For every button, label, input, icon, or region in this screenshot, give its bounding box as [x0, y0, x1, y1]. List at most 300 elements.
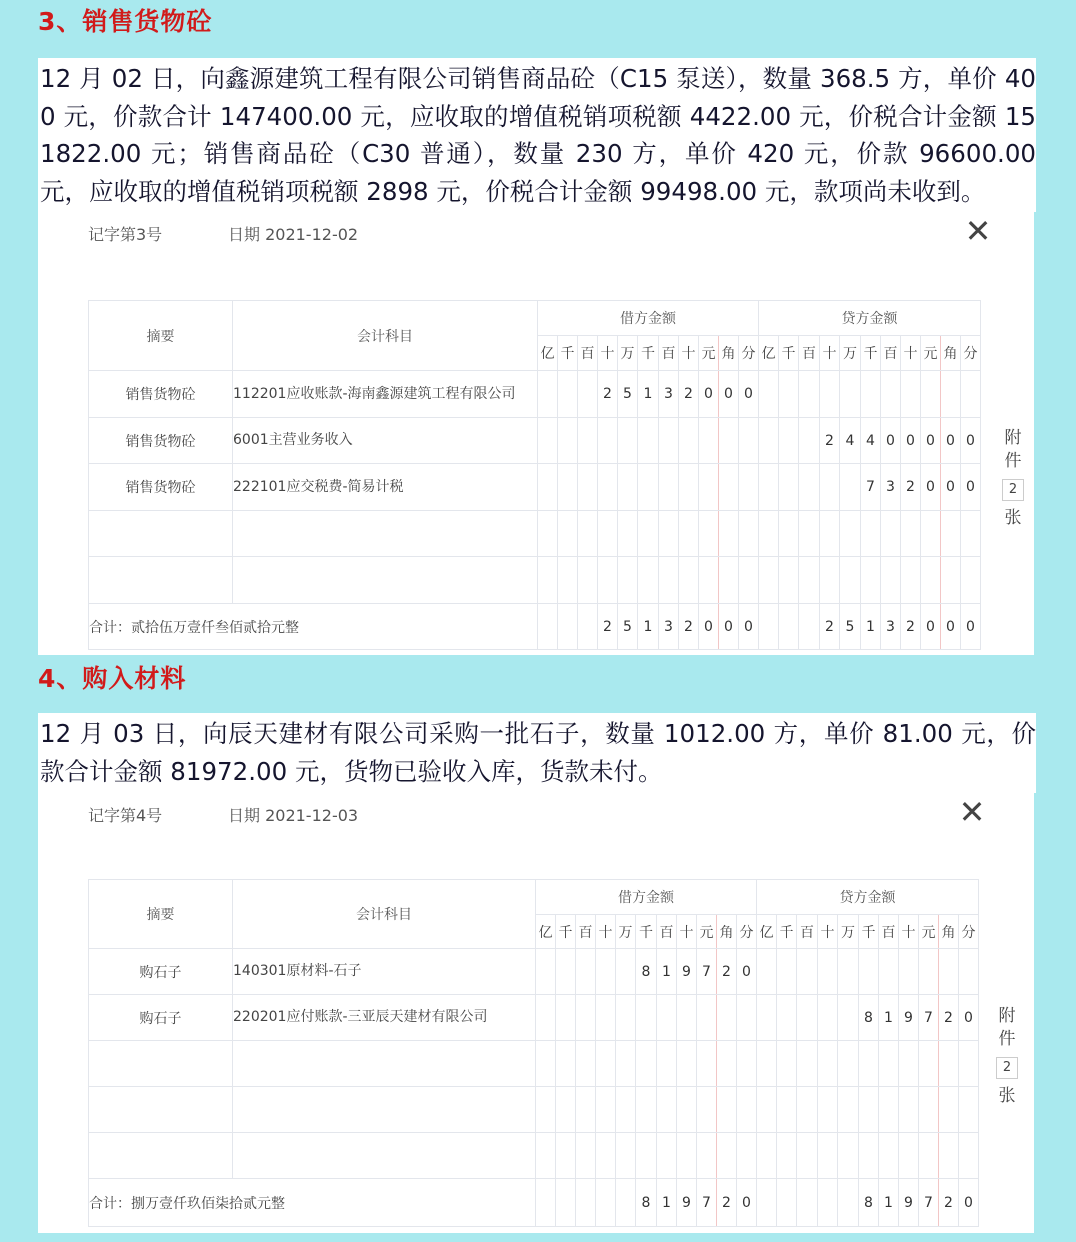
total-credit-digit: 2 — [820, 604, 840, 650]
debit-digit-cell[interactable] — [699, 511, 719, 557]
credit-digit-cell[interactable] — [899, 949, 919, 995]
voucher-number: 记字第3号 — [88, 225, 163, 244]
debit-digit-cell[interactable]: 2 — [717, 949, 737, 995]
digit-unit-label: 百 — [797, 915, 818, 949]
credit-digit-cell[interactable] — [901, 511, 921, 557]
debit-digit-cell[interactable] — [717, 1133, 737, 1179]
debit-digit-cell[interactable] — [556, 1041, 576, 1087]
debit-digit-cell[interactable] — [596, 995, 616, 1041]
debit-digit-cell[interactable] — [677, 995, 697, 1041]
debit-digit-cell[interactable] — [697, 1041, 717, 1087]
debit-digit-cell[interactable] — [719, 418, 739, 464]
summary-cell[interactable] — [89, 1087, 233, 1133]
credit-digit-cell[interactable] — [881, 371, 901, 418]
debit-digit-cell[interactable] — [739, 511, 759, 557]
digit-unit-label: 分 — [737, 915, 757, 949]
debit-digit-cell[interactable] — [536, 1041, 556, 1087]
debit-digit-cell[interactable] — [657, 1041, 677, 1087]
debit-digit-cell[interactable] — [616, 1041, 636, 1087]
debit-digit-cell[interactable] — [538, 464, 558, 511]
credit-digit-cell[interactable] — [879, 1133, 899, 1179]
credit-digit-cell[interactable]: 0 — [961, 418, 981, 464]
credit-digit-cell[interactable] — [757, 1041, 777, 1087]
table-row[interactable] — [89, 1133, 979, 1179]
credit-digit-cell[interactable] — [759, 371, 779, 418]
credit-digit-cell[interactable] — [797, 995, 818, 1041]
credit-digit-cell[interactable] — [919, 1133, 939, 1179]
credit-digit-cell[interactable] — [941, 511, 961, 557]
debit-digit-cell[interactable] — [576, 1133, 596, 1179]
credit-digit-cell[interactable] — [959, 949, 979, 995]
debit-digit-cell[interactable] — [558, 557, 578, 604]
digit-unit-label: 千 — [779, 336, 799, 371]
debit-digit-cell[interactable] — [558, 511, 578, 557]
debit-digit-cell[interactable] — [598, 418, 618, 464]
debit-digit-cell[interactable] — [679, 511, 699, 557]
debit-digit-cell[interactable] — [717, 1087, 737, 1133]
debit-digit-cell[interactable] — [739, 418, 759, 464]
credit-digit-cell[interactable] — [818, 995, 838, 1041]
credit-digit-cell[interactable] — [939, 1087, 959, 1133]
attachment-label: 附 — [1004, 428, 1022, 448]
debit-digit-cell[interactable] — [576, 949, 596, 995]
voucher-number: 记字第4号 — [88, 806, 163, 825]
debit-digit-cell[interactable]: 8 — [636, 949, 657, 995]
debit-digit-cell[interactable] — [659, 418, 679, 464]
credit-digit-cell[interactable] — [759, 511, 779, 557]
digit-unit-label: 千 — [638, 336, 659, 371]
total-debit-digit: 9 — [677, 1179, 697, 1227]
debit-digit-cell[interactable] — [556, 995, 576, 1041]
credit-digit-cell[interactable] — [799, 418, 820, 464]
credit-digit-cell[interactable] — [921, 511, 941, 557]
table-row[interactable] — [89, 949, 979, 995]
debit-digit-cell[interactable] — [737, 1133, 757, 1179]
credit-digit-cell[interactable]: 7 — [861, 464, 881, 511]
credit-digit-cell[interactable] — [941, 371, 961, 418]
attachment-count — [1000, 427, 1026, 530]
debit-digit-cell[interactable] — [618, 418, 638, 464]
total-debit-digit: 0 — [737, 1179, 757, 1227]
credit-digit-cell[interactable] — [939, 949, 959, 995]
credit-digit-cell[interactable] — [779, 418, 799, 464]
credit-digit-cell[interactable] — [799, 464, 820, 511]
credit-digit-cell[interactable] — [919, 949, 939, 995]
credit-digit-cell[interactable] — [861, 371, 881, 418]
credit-digit-cell[interactable] — [879, 1087, 899, 1133]
digit-unit-label: 角 — [719, 336, 739, 371]
debit-digit-cell[interactable] — [657, 1133, 677, 1179]
debit-digit-cell[interactable] — [717, 1041, 737, 1087]
credit-digit-cell[interactable] — [820, 371, 840, 418]
debit-digit-cell[interactable] — [596, 1087, 616, 1133]
debit-digit-cell[interactable]: 1 — [657, 949, 677, 995]
account-cell[interactable] — [233, 1133, 536, 1179]
account-cell[interactable] — [233, 511, 538, 557]
digit-unit-label: 百 — [576, 915, 596, 949]
debit-digit-cell[interactable] — [638, 511, 659, 557]
credit-digit-cell[interactable] — [759, 418, 779, 464]
table-row[interactable] — [89, 371, 981, 418]
credit-digit-cell[interactable] — [779, 464, 799, 511]
debit-digit-cell[interactable] — [638, 418, 659, 464]
summary-cell[interactable]: 购石子 — [89, 995, 233, 1041]
close-icon[interactable]: ✕ — [958, 793, 986, 831]
credit-digit-cell[interactable]: 0 — [941, 464, 961, 511]
debit-digit-cell[interactable] — [578, 418, 598, 464]
total-debit-digit — [576, 1179, 596, 1227]
credit-digit-cell[interactable] — [759, 464, 779, 511]
credit-digit-cell[interactable]: 0 — [881, 418, 901, 464]
debit-digit-cell[interactable] — [598, 464, 618, 511]
summary-cell[interactable]: 购石子 — [89, 949, 233, 995]
total-debit-digit: 1 — [657, 1179, 677, 1227]
attachment-label: 附 — [998, 1006, 1016, 1026]
debit-digit-cell[interactable] — [596, 949, 616, 995]
credit-digit-cell[interactable] — [759, 557, 779, 604]
account-cell[interactable]: 220201应付账款-三亚辰天建材有限公司 — [233, 995, 536, 1041]
total-debit-digit: 2 — [679, 604, 699, 650]
debit-digit-cell[interactable] — [699, 557, 719, 604]
debit-digit-cell[interactable]: 2 — [679, 371, 699, 418]
debit-digit-cell[interactable]: 3 — [659, 371, 679, 418]
credit-digit-cell[interactable] — [777, 1087, 797, 1133]
credit-digit-cell[interactable] — [899, 1133, 919, 1179]
section-heading: 4、购入材料 — [38, 664, 187, 693]
attachment-count-input[interactable]: 2 — [996, 1057, 1018, 1079]
credit-digit-cell[interactable] — [959, 1133, 979, 1179]
debit-digit-cell[interactable] — [737, 1087, 757, 1133]
credit-digit-cell[interactable] — [820, 511, 840, 557]
credit-digit-cell[interactable]: 1 — [879, 995, 899, 1041]
debit-digit-cell[interactable] — [536, 995, 556, 1041]
table-row[interactable] — [89, 995, 979, 1041]
credit-digit-cell[interactable]: 2 — [901, 464, 921, 511]
debit-digit-cell[interactable] — [636, 1041, 657, 1087]
credit-digit-cell[interactable] — [919, 1041, 939, 1087]
total-label: 合计：贰拾伍万壹仟叁佰贰拾元整 — [89, 604, 538, 650]
debit-digit-cell[interactable] — [638, 464, 659, 511]
digit-unit-label: 十 — [818, 915, 838, 949]
debit-digit-cell[interactable] — [558, 418, 578, 464]
debit-digit-cell[interactable] — [659, 557, 679, 604]
summary-cell[interactable] — [89, 1041, 233, 1087]
credit-digit-cell[interactable] — [757, 1133, 777, 1179]
credit-digit-cell[interactable] — [838, 1087, 859, 1133]
credit-digit-cell[interactable] — [777, 949, 797, 995]
debit-digit-cell[interactable] — [737, 995, 757, 1041]
credit-digit-cell[interactable] — [859, 1133, 879, 1179]
credit-digit-cell[interactable] — [959, 1087, 979, 1133]
credit-digit-cell[interactable] — [820, 557, 840, 604]
credit-digit-cell[interactable] — [840, 464, 861, 511]
credit-digit-cell[interactable]: 9 — [899, 995, 919, 1041]
debit-digit-cell[interactable] — [697, 1133, 717, 1179]
credit-digit-cell[interactable]: 0 — [921, 464, 941, 511]
summary-cell[interactable]: 销售货物砼 — [89, 371, 233, 418]
digit-unit-label: 元 — [919, 915, 939, 949]
debit-digit-cell[interactable]: 2 — [598, 371, 618, 418]
credit-digit-cell[interactable] — [901, 557, 921, 604]
credit-digit-cell[interactable] — [797, 1087, 818, 1133]
credit-digit-cell[interactable] — [919, 1087, 939, 1133]
debit-digit-cell[interactable] — [576, 1087, 596, 1133]
credit-digit-cell[interactable] — [921, 371, 941, 418]
table-row[interactable] — [89, 1087, 979, 1133]
credit-digit-cell[interactable] — [799, 371, 820, 418]
debit-digit-cell[interactable] — [598, 511, 618, 557]
credit-digit-cell[interactable] — [939, 1133, 959, 1179]
debit-digit-cell[interactable] — [616, 1133, 636, 1179]
credit-digit-cell[interactable]: 0 — [941, 418, 961, 464]
debit-digit-cell[interactable] — [699, 464, 719, 511]
debit-digit-cell[interactable] — [699, 418, 719, 464]
credit-digit-cell[interactable] — [838, 1133, 859, 1179]
debit-digit-cell[interactable] — [719, 464, 739, 511]
debit-digit-cell[interactable] — [556, 1087, 576, 1133]
debit-digit-cell[interactable] — [598, 557, 618, 604]
credit-digit-cell[interactable] — [861, 511, 881, 557]
account-cell[interactable]: 140301原材料-石子 — [233, 949, 536, 995]
credit-digit-cell[interactable] — [939, 1041, 959, 1087]
total-credit-digit: 1 — [861, 604, 881, 650]
debit-digit-cell[interactable] — [717, 995, 737, 1041]
debit-digit-cell[interactable] — [558, 464, 578, 511]
credit-digit-cell[interactable] — [818, 1087, 838, 1133]
debit-digit-cell[interactable] — [616, 1087, 636, 1133]
debit-digit-cell[interactable] — [558, 371, 578, 418]
debit-digit-cell[interactable]: 0 — [719, 371, 739, 418]
credit-digit-cell[interactable] — [861, 557, 881, 604]
attachment-label: 件 — [998, 1029, 1016, 1049]
debit-digit-cell[interactable] — [578, 557, 598, 604]
debit-digit-cell[interactable] — [556, 1133, 576, 1179]
close-icon[interactable]: ✕ — [964, 212, 992, 250]
credit-digit-cell[interactable] — [818, 949, 838, 995]
credit-digit-cell[interactable] — [859, 1041, 879, 1087]
account-cell[interactable] — [233, 1041, 536, 1087]
credit-digit-cell[interactable] — [757, 995, 777, 1041]
total-credit-digit — [799, 604, 820, 650]
debit-digit-cell[interactable] — [596, 1041, 616, 1087]
debit-digit-cell[interactable] — [618, 464, 638, 511]
credit-digit-cell[interactable] — [879, 949, 899, 995]
debit-digit-cell[interactable]: 0 — [699, 371, 719, 418]
debit-digit-cell[interactable] — [638, 557, 659, 604]
digit-unit-label: 千 — [859, 915, 879, 949]
debit-digit-cell[interactable] — [618, 511, 638, 557]
credit-digit-cell[interactable] — [799, 557, 820, 604]
credit-digit-cell[interactable] — [777, 995, 797, 1041]
table-row[interactable] — [89, 1041, 979, 1087]
digit-unit-label: 千 — [556, 915, 576, 949]
credit-digit-cell[interactable]: 3 — [881, 464, 901, 511]
credit-digit-cell[interactable] — [840, 557, 861, 604]
digit-unit-label: 百 — [879, 915, 899, 949]
debit-digit-cell[interactable]: 0 — [739, 371, 759, 418]
debit-digit-cell[interactable]: 9 — [677, 949, 697, 995]
summary-cell[interactable]: 销售货物砼 — [89, 464, 233, 511]
credit-digit-cell[interactable] — [959, 1041, 979, 1087]
total-debit-digit: 3 — [659, 604, 679, 650]
credit-digit-cell[interactable] — [779, 371, 799, 418]
debit-digit-cell[interactable] — [636, 1087, 657, 1133]
debit-digit-cell[interactable] — [677, 1041, 697, 1087]
debit-digit-cell[interactable]: 1 — [638, 371, 659, 418]
debit-digit-cell[interactable] — [636, 1133, 657, 1179]
summary-cell[interactable] — [89, 557, 233, 604]
debit-digit-cell[interactable] — [538, 511, 558, 557]
debit-digit-cell[interactable] — [657, 1087, 677, 1133]
credit-digit-cell[interactable] — [779, 557, 799, 604]
debit-digit-cell[interactable] — [596, 1133, 616, 1179]
credit-digit-cell[interactable]: 7 — [919, 995, 939, 1041]
total-credit-digit — [779, 604, 799, 650]
debit-digit-cell[interactable] — [536, 949, 556, 995]
credit-digit-cell[interactable]: 0 — [921, 418, 941, 464]
credit-digit-cell[interactable] — [797, 949, 818, 995]
credit-digit-cell[interactable] — [838, 949, 859, 995]
summary-cell[interactable]: 销售货物砼 — [89, 418, 233, 464]
account-cell[interactable] — [233, 557, 538, 604]
debit-digit-cell[interactable] — [677, 1087, 697, 1133]
digit-unit-label: 百 — [659, 336, 679, 371]
debit-digit-cell[interactable] — [578, 371, 598, 418]
credit-digit-cell[interactable] — [838, 995, 859, 1041]
credit-digit-cell[interactable]: 4 — [840, 418, 861, 464]
credit-digit-cell[interactable] — [840, 511, 861, 557]
debit-digit-cell[interactable] — [737, 1041, 757, 1087]
account-cell[interactable] — [233, 1087, 536, 1133]
credit-digit-cell[interactable]: 8 — [859, 995, 879, 1041]
debit-digit-cell[interactable] — [618, 557, 638, 604]
header-row — [89, 880, 979, 915]
account-cell[interactable]: 6001主营业务收入 — [233, 418, 538, 464]
credit-digit-cell[interactable] — [859, 1087, 879, 1133]
total-debit-digit — [538, 604, 558, 650]
digit-unit-label: 百 — [657, 915, 677, 949]
credit-digit-cell[interactable] — [840, 371, 861, 418]
credit-digit-cell[interactable] — [901, 371, 921, 418]
account-cell[interactable]: 222101应交税费-简易计税 — [233, 464, 538, 511]
debit-digit-cell[interactable] — [576, 1041, 596, 1087]
debit-digit-cell[interactable] — [677, 1133, 697, 1179]
debit-digit-cell[interactable] — [657, 995, 677, 1041]
debit-digit-cell[interactable] — [616, 949, 636, 995]
credit-digit-cell[interactable] — [818, 1041, 838, 1087]
summary-cell[interactable] — [89, 511, 233, 557]
table-row[interactable] — [89, 557, 981, 604]
credit-digit-cell[interactable] — [797, 1041, 818, 1087]
credit-digit-cell[interactable] — [921, 557, 941, 604]
debit-digit-cell[interactable] — [616, 995, 636, 1041]
credit-digit-cell[interactable] — [797, 1133, 818, 1179]
total-credit-digit: 0 — [941, 604, 961, 650]
debit-digit-cell[interactable]: 7 — [697, 949, 717, 995]
debit-digit-cell[interactable] — [536, 1133, 556, 1179]
debit-digit-cell[interactable] — [697, 1087, 717, 1133]
table-row[interactable] — [89, 464, 981, 511]
credit-digit-cell[interactable] — [941, 557, 961, 604]
credit-digit-cell[interactable] — [757, 1087, 777, 1133]
debit-digit-cell[interactable]: 0 — [737, 949, 757, 995]
debit-digit-cell[interactable] — [697, 995, 717, 1041]
credit-digit-cell[interactable] — [881, 557, 901, 604]
credit-digit-cell[interactable] — [961, 371, 981, 418]
debit-digit-cell[interactable]: 5 — [618, 371, 638, 418]
credit-digit-cell[interactable] — [799, 511, 820, 557]
debit-digit-cell[interactable] — [719, 557, 739, 604]
credit-header: 贷方金额 — [757, 880, 979, 915]
debit-digit-cell[interactable] — [538, 557, 558, 604]
credit-digit-cell[interactable]: 2 — [939, 995, 959, 1041]
table-row[interactable] — [89, 418, 981, 464]
debit-digit-cell[interactable] — [739, 557, 759, 604]
debit-digit-cell[interactable] — [556, 949, 576, 995]
debit-digit-cell[interactable] — [679, 418, 699, 464]
total-credit-digit — [838, 1179, 859, 1227]
debit-digit-cell[interactable] — [538, 418, 558, 464]
credit-digit-cell[interactable]: 4 — [861, 418, 881, 464]
debit-digit-cell[interactable] — [679, 464, 699, 511]
credit-digit-cell[interactable] — [757, 949, 777, 995]
credit-digit-cell[interactable]: 2 — [820, 418, 840, 464]
digit-unit-label: 百 — [799, 336, 820, 371]
credit-digit-cell[interactable]: 0 — [961, 464, 981, 511]
table-row[interactable] — [89, 511, 981, 557]
debit-digit-cell[interactable] — [636, 995, 657, 1041]
debit-digit-cell[interactable] — [739, 464, 759, 511]
account-cell[interactable]: 112201应收账款-海南鑫源建筑工程有限公司 — [233, 371, 538, 418]
debit-digit-cell[interactable] — [538, 371, 558, 418]
digit-unit-label: 十 — [598, 336, 618, 371]
total-credit-digit: 2 — [901, 604, 921, 650]
debit-digit-cell[interactable] — [719, 511, 739, 557]
credit-digit-cell[interactable] — [777, 1133, 797, 1179]
digit-unit-label: 分 — [959, 915, 979, 949]
attachment-count-input[interactable]: 2 — [1002, 479, 1024, 501]
debit-digit-cell[interactable] — [578, 464, 598, 511]
credit-digit-cell[interactable]: 0 — [959, 995, 979, 1041]
debit-digit-cell[interactable] — [536, 1087, 556, 1133]
debit-digit-cell[interactable] — [578, 511, 598, 557]
credit-digit-cell[interactable] — [961, 557, 981, 604]
credit-digit-cell[interactable] — [838, 1041, 859, 1087]
credit-digit-cell[interactable]: 0 — [901, 418, 921, 464]
header-row — [89, 301, 981, 336]
total-credit-digit — [777, 1179, 797, 1227]
digit-unit-label: 千 — [636, 915, 657, 949]
credit-digit-cell[interactable] — [899, 1087, 919, 1133]
attachment-count — [994, 1005, 1020, 1108]
credit-digit-cell[interactable] — [881, 511, 901, 557]
credit-digit-cell[interactable] — [777, 1041, 797, 1087]
debit-digit-cell[interactable] — [659, 464, 679, 511]
credit-digit-cell[interactable] — [879, 1041, 899, 1087]
debit-digit-cell[interactable] — [576, 995, 596, 1041]
debit-digit-cell[interactable] — [659, 511, 679, 557]
credit-digit-cell[interactable] — [818, 1133, 838, 1179]
credit-digit-cell[interactable] — [779, 511, 799, 557]
credit-digit-cell[interactable] — [961, 511, 981, 557]
credit-digit-cell[interactable] — [820, 464, 840, 511]
total-credit-digit — [818, 1179, 838, 1227]
total-credit-digit — [759, 604, 779, 650]
summary-cell[interactable] — [89, 1133, 233, 1179]
debit-digit-cell[interactable] — [679, 557, 699, 604]
credit-digit-cell[interactable] — [899, 1041, 919, 1087]
credit-digit-cell[interactable] — [859, 949, 879, 995]
